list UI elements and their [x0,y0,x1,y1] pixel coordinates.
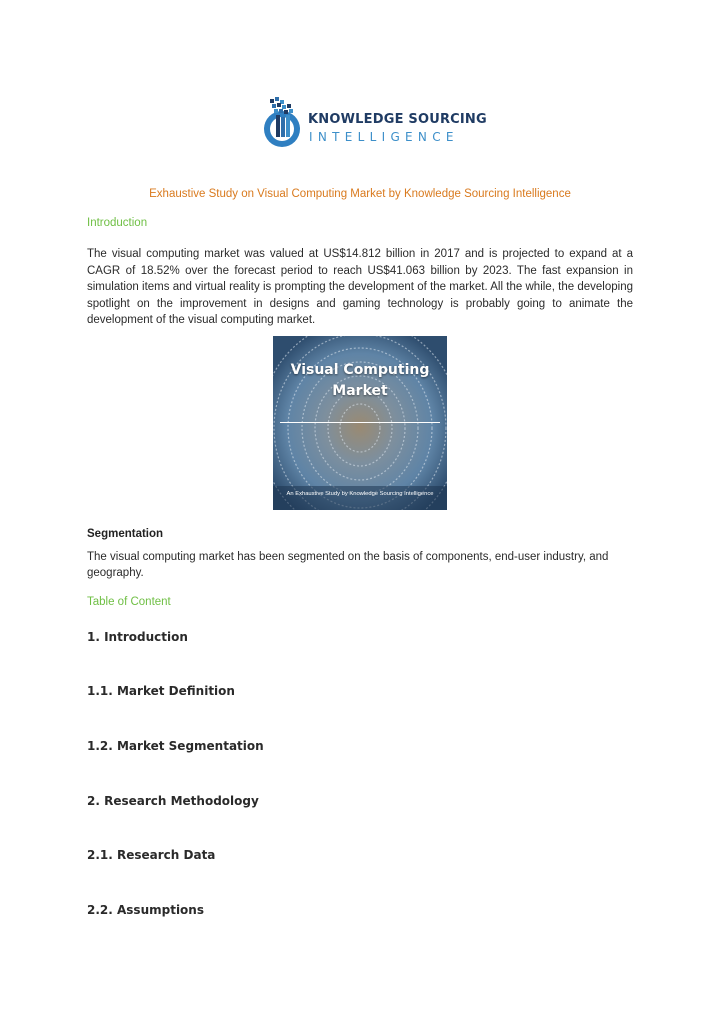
report-cover-image [273,336,447,510]
toc-item: 1. Introduction [87,630,188,644]
introduction-heading: Introduction [87,217,148,229]
toc-item: 2. Research Methodology [87,794,259,808]
toc-item: 1.2. Market Segmentation [87,739,264,753]
introduction-paragraph: The visual computing market was valued at US$14.812 billion in 2017 and is projected to expand at a CAGR of 18.52% over the forecast period to reach US$41.063 billion by 2023. The fast expansion in simulation items and virtual reality is prompting the development of the market. All the while, the developing spotlight on the improvement in designs and gaming technology is probably going to animate the development of the visual computing market. [87,248,633,326]
logo-text-line2: INTELLIGENCE [309,130,459,144]
logo-text-line1: KNOWLEDGE SOURCING [308,112,487,127]
document-title: Exhaustive Study on Visual Computing Market by Knowledge Sourcing Intelligence [149,188,571,200]
company-logo [262,95,487,155]
segmentation-heading: Segmentation [87,528,164,540]
table-of-content-heading: Table of Content [87,596,171,608]
logo-mark-icon [262,95,306,155]
cover-subtitle: An Exhaustive Study by Knowledge Sourcing Intelligence [286,491,434,497]
segmentation-paragraph: The visual computing market has been segmented on the basis of components, end-user industry, and geography. [87,551,609,579]
cover-title-line2: Market [332,383,388,399]
toc-item: 1.1. Market Definition [87,684,235,698]
toc-item: 2.1. Research Data [87,848,216,862]
toc-item: 2.2. Assumptions [87,903,204,917]
cover-divider [280,422,440,423]
cover-title-line1: Visual Computing [290,362,430,378]
cover-title [273,360,447,402]
